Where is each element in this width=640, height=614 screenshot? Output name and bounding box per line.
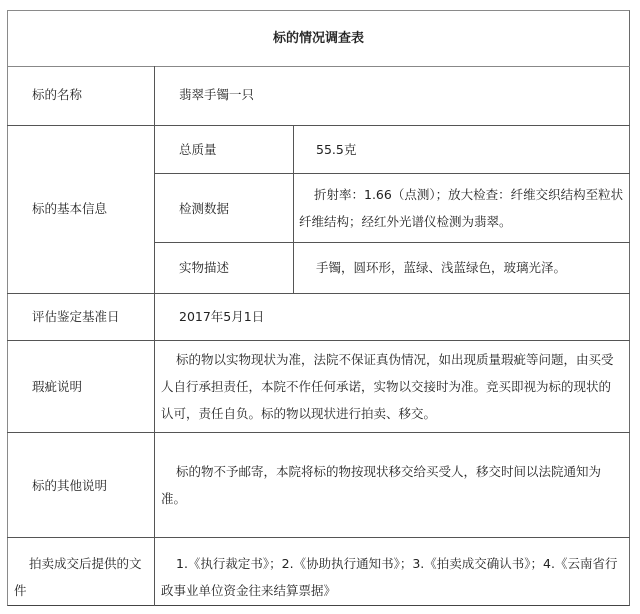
- label-test-data: 检测数据: [179, 201, 230, 216]
- divider: [293, 125, 294, 293]
- label-base-date: 评估鉴定基准日: [32, 309, 120, 324]
- divider: [154, 242, 630, 243]
- divider: [154, 173, 630, 174]
- label-description: 实物描述: [179, 260, 230, 275]
- value-other: 标的物不予邮寄，本院将标的物按现状移交给买受人，移交时间以法院通知为准。: [161, 464, 602, 506]
- value-total-weight: 55.5克: [316, 142, 357, 157]
- value-base-date: 2017年5月1日: [179, 309, 265, 324]
- table-title: 标的情况调查表: [272, 31, 364, 46]
- divider: [7, 537, 630, 538]
- label-defect: 瑕疵说明: [32, 379, 83, 394]
- value-test-data: 折射率：1.66（点测）；放大检查：纤维交织结构至粒状纤维结构；经红外光谱仪检测为翡翠。: [299, 187, 624, 229]
- value-defect: 标的物以实物现状为准，法院不保证真伪情况，如出现质量瑕疵等问题，由买受人自行承担责任，本院不作任何承诺，实物以交接时为准。竞买即视为标的现状的认可，责任自负。标的物以现状进行拍卖、移交。: [161, 352, 614, 421]
- divider: [7, 125, 630, 126]
- divider: [7, 66, 630, 67]
- label-basic-info: 标的基本信息: [32, 201, 108, 216]
- value-description: 手镯，圆环形，蓝绿、浅蓝绿色，玻璃光泽。: [316, 260, 567, 275]
- divider: [154, 66, 155, 606]
- label-documents: 拍卖成交后提供的文件: [14, 556, 142, 598]
- label-total-weight: 总质量: [179, 142, 217, 157]
- value-item-name: 翡翠手镯一只: [179, 87, 255, 102]
- label-item-name: 标的名称: [32, 87, 83, 102]
- item-survey-table: [7, 10, 630, 606]
- label-other: 标的其他说明: [32, 478, 108, 493]
- divider: [7, 340, 630, 341]
- divider: [7, 293, 630, 294]
- value-documents: 1.《执行裁定书》；2.《协助执行通知书》；3.《拍卖成交确认书》；4.《云南省行政事业单位资金往来结算票据》: [161, 556, 618, 598]
- divider: [7, 432, 630, 433]
